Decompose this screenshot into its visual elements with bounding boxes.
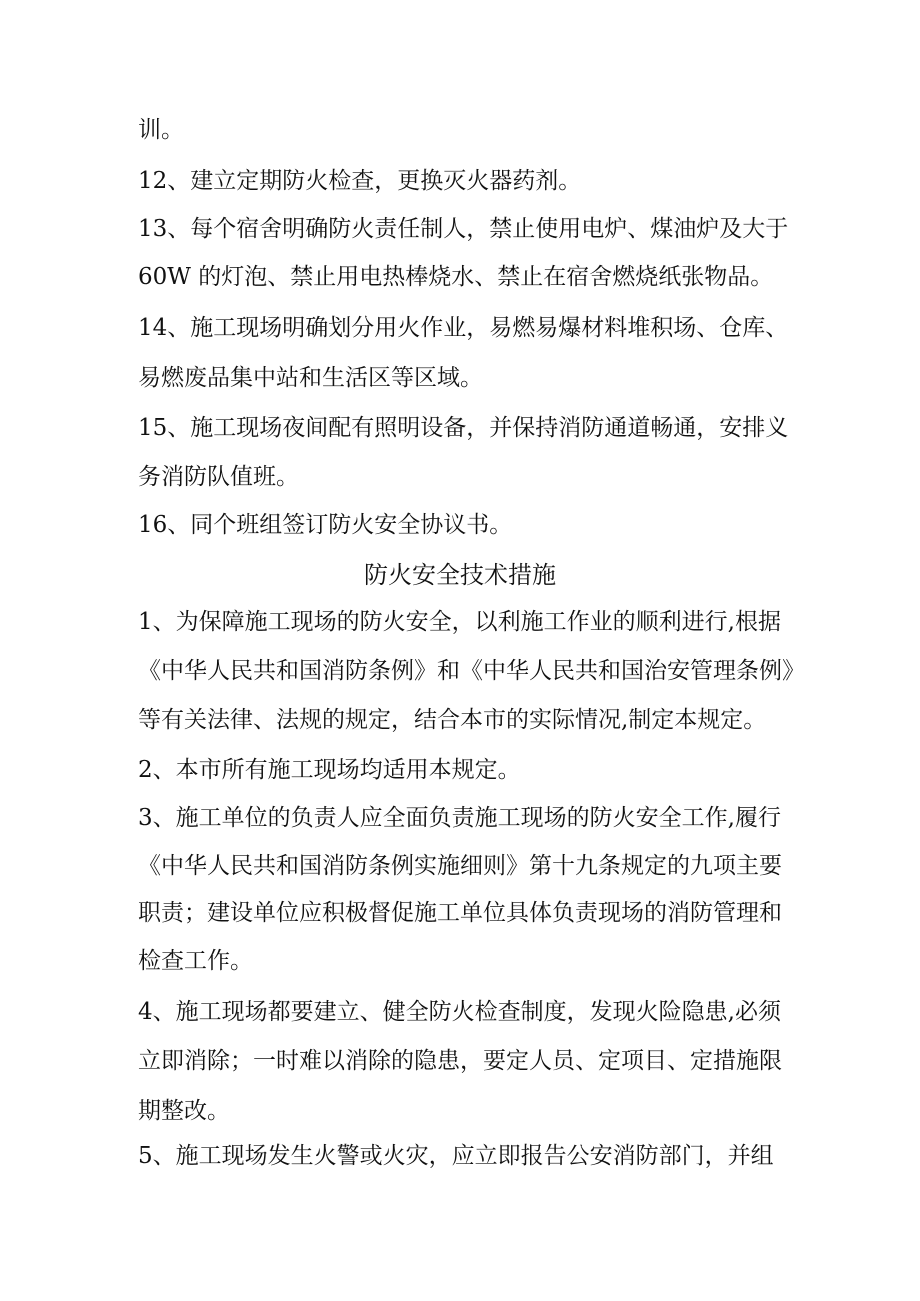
paragraph-line: 14、施工现场明确划分用火作业，易燃易爆材料堆积场、仓库、 [138, 315, 789, 341]
paragraph-line: 检查工作。 [138, 948, 253, 974]
paragraph-line: 易燃废品集中站和生活区等区域。 [138, 365, 483, 391]
paragraph-line: 15、施工现场夜间配有照明设备，并保持消防通道畅通，安排义 [138, 415, 789, 441]
paragraph-line: 2、本市所有施工现场均适用本规定。 [138, 757, 521, 783]
paragraph-line: 3、施工单位的负责人应全面负责施工现场的防火安全工作,履行 [138, 805, 781, 831]
paragraph-line: 1、为保障施工现场的防火安全，以利施工作业的顺利进行,根据 [138, 609, 781, 635]
paragraph-line: 12、建立定期防火检查，更换灭火器药剂。 [138, 168, 582, 194]
paragraph-line: 《中华人民共和国消防条例》和《中华人民共和国治安管理条例》 [138, 658, 805, 684]
paragraph-line: 期整改。 [138, 1098, 230, 1124]
paragraph-line: 训。 [138, 117, 184, 143]
paragraph-line: 60W 的灯泡、禁止用电热棒烧水、禁止在宿舍燃烧纸张物品。 [138, 264, 774, 290]
paragraph-line: 职责；建设单位应积极督促施工单位具体负责现场的消防管理和 [138, 900, 782, 926]
paragraph-line: 立即消除；一时难以消除的隐患，要定人员、定项目、定措施限 [138, 1048, 782, 1074]
paragraph-line: 等有关法律、法规的规定，结合本市的实际情况,制定本规定。 [138, 707, 767, 733]
paragraph-line: 4、施工现场都要建立、健全防火检查制度，发现火险隐患,必须 [138, 999, 781, 1025]
paragraph-line: 5、施工现场发生火警或火灾，应立即报告公安消防部门，并组 [138, 1143, 774, 1169]
paragraph-line: 13、每个宿舍明确防火责任制人，禁止使用电炉、煤油炉及大于 [138, 216, 789, 242]
paragraph-line: 务消防队值班。 [138, 464, 299, 490]
paragraph-line: 《中华人民共和国消防条例实施细则》第十九条规定的九项主要 [138, 853, 782, 879]
paragraph-line: 16、同个班组签订防火安全协议书。 [138, 512, 513, 538]
section-title: 防火安全技术措施 [364, 561, 556, 589]
